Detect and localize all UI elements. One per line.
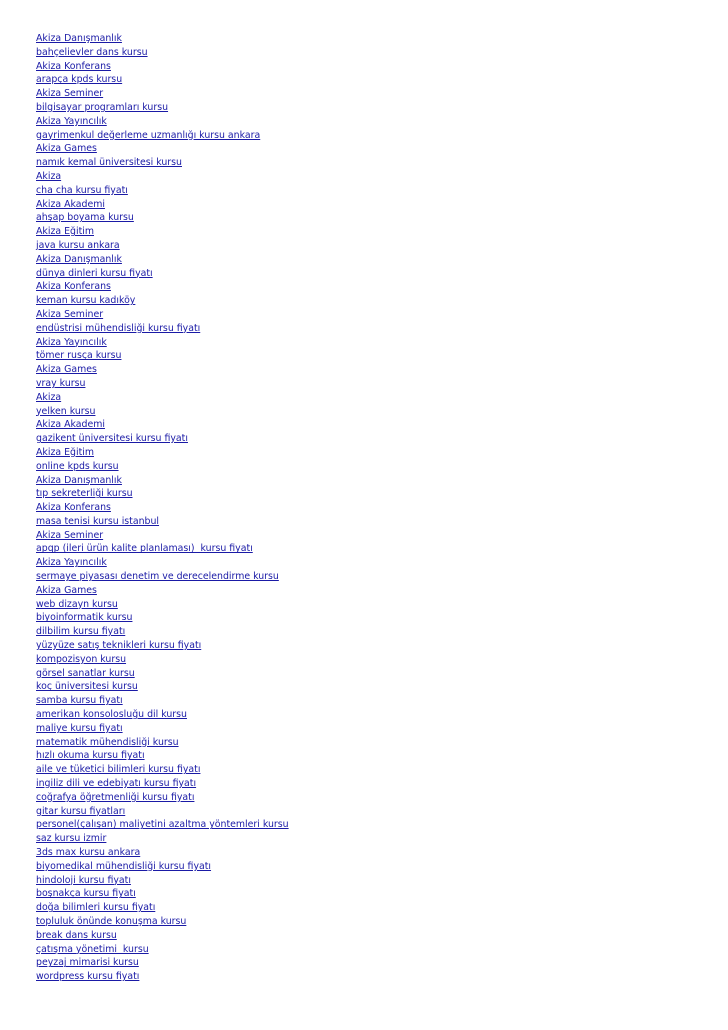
list-item [36,639,716,653]
text-link[interactable]: endüstrisi mühendisliği kursu fiyatı [36,322,201,334]
list-item [36,956,716,970]
list-item [36,418,716,432]
list-item [36,943,716,957]
list-item [36,860,716,874]
list-item [36,198,716,212]
list-item [36,391,716,405]
list-item [36,211,716,225]
text-link[interactable]: dünya dinleri kursu fiyatı [36,267,153,279]
page-content [36,32,716,984]
list-item [36,846,716,860]
link-list [36,32,716,984]
list-item [36,515,716,529]
text-link[interactable]: maliye kursu fiyatı [36,722,123,734]
list-item [36,308,716,322]
text-link[interactable]: cha cha kursu fiyatı [36,184,128,196]
text-link[interactable]: doğa bilimleri kursu fiyatı [36,902,156,914]
list-item [36,294,716,308]
text-link[interactable]: arapça kpds kursu [36,74,123,86]
text-link[interactable]: apqp (ileri ürün kalite planlaması) kursu fiyatı [36,543,253,555]
text-link[interactable]: Akiza Games [36,143,97,155]
text-link[interactable]: Akiza [36,391,62,403]
list-item [36,777,716,791]
text-link[interactable]: Akiza Danışmanlık [36,253,122,265]
list-item [36,667,716,681]
list-item [36,915,716,929]
text-link[interactable]: vray kursu [36,377,86,389]
list-item [36,805,716,819]
text-link[interactable]: peyzaj mimarisi kursu [36,957,139,969]
list-item [36,129,716,143]
list-item [36,970,716,984]
text-link[interactable]: yüzyüze satış teknikleri kursu fiyatı [36,640,202,652]
text-link[interactable]: matematik mühendisliği kursu [36,736,179,748]
list-item [36,377,716,391]
text-link[interactable]: sermaye piyasası denetim ve derecelendirme kursu [36,571,279,583]
list-item [36,832,716,846]
text-link[interactable]: çatışma yönetimi kursu [36,943,149,955]
text-link[interactable]: dilbilim kursu fiyatı [36,626,126,638]
text-link[interactable]: gayrimenkul değerleme uzmanlığı kursu ankara [36,129,261,141]
text-link[interactable]: ahşap boyama kursu [36,212,134,224]
text-link[interactable]: hindoloji kursu fiyatı [36,874,131,886]
list-item [36,170,716,184]
text-link[interactable]: Akiza Games [36,584,97,596]
list-item [36,887,716,901]
text-link[interactable]: aile ve tüketici bilimleri kursu fiyatı [36,764,201,776]
text-link[interactable]: personel(çalışan) maliyetini azaltma yöntemleri kursu [36,819,289,831]
text-link[interactable]: Akiza Yayıncılık [36,336,107,348]
text-link[interactable]: boşnakça kursu fiyatı [36,888,136,900]
text-link[interactable]: Akiza Seminer [36,308,104,320]
list-item [36,73,716,87]
text-link[interactable]: Akiza Yayıncılık [36,557,107,569]
list-item [36,156,716,170]
list-item [36,336,716,350]
text-link[interactable]: bahçelievler dans kursu [36,46,148,58]
list-item [36,474,716,488]
list-item [36,184,716,198]
text-link[interactable]: topluluk önünde konuşma kursu [36,916,187,927]
text-link[interactable]: coğrafya öğretmenliği kursu fiyatı [36,791,195,803]
text-link[interactable]: koç üniversitesi kursu [36,681,138,693]
text-link[interactable]: namık kemal üniversitesi kursu [36,157,182,169]
list-item [36,363,716,377]
text-link[interactable]: yelken kursu [36,405,96,417]
text-link[interactable]: wordpress kursu fiyatı [36,971,140,983]
text-link[interactable]: biyomedikal mühendisliği kursu fiyatı [36,860,212,872]
list-item [36,60,716,74]
list-item [36,901,716,915]
list-item [36,432,716,446]
text-link[interactable]: 3ds max kursu ankara [36,847,141,859]
text-link[interactable]: samba kursu fiyatı [36,695,123,707]
list-item [36,929,716,943]
text-link[interactable]: Akiza Yayıncılık [36,115,107,127]
text-link[interactable]: amerikan konsolosluğu dil kursu [36,709,187,721]
list-item [36,529,716,543]
text-link[interactable]: masa tenisi kursu istanbul [36,515,160,527]
list-item [36,791,716,805]
list-item [36,460,716,474]
list-item [36,680,716,694]
list-item [36,818,716,832]
text-link[interactable]: gitar kursu fiyatları [36,805,126,817]
list-item [36,142,716,156]
text-link[interactable]: Akiza Danışmanlık [36,474,122,486]
text-link[interactable]: Akiza Konferans [36,281,111,293]
text-link[interactable]: ingiliz dili ve edebiyatı kursu fiyatı [36,778,197,790]
text-link[interactable]: Akiza Games [36,364,97,376]
list-item [36,405,716,419]
text-link[interactable]: kompozisyon kursu [36,653,127,665]
text-link[interactable]: Akiza [36,170,62,182]
text-link[interactable]: break dans kursu [36,929,117,941]
text-link[interactable]: Akiza Akademi [36,419,105,431]
list-item [36,736,716,750]
list-item [36,694,716,708]
list-item [36,487,716,501]
text-link[interactable]: Akiza Eğitim [36,446,94,458]
list-item [36,280,716,294]
text-link[interactable]: görsel sanatlar kursu [36,667,135,679]
list-item [36,763,716,777]
list-item [36,584,716,598]
list-item [36,570,716,584]
list-item [36,542,716,556]
text-link[interactable]: biyoinformatik kursu [36,612,133,624]
list-item [36,598,716,612]
text-link[interactable]: hızlı okuma kursu fiyatı [36,750,145,762]
text-link[interactable]: bilgisayar programları kursu [36,101,169,113]
text-link[interactable]: Akiza Konferans [36,502,111,514]
list-item [36,349,716,363]
list-item [36,115,716,129]
text-link[interactable]: saz kursu izmir [36,833,107,845]
text-link[interactable]: Akiza Seminer [36,529,104,541]
text-link[interactable]: tıp sekreterliği kursu [36,488,133,500]
text-link[interactable]: tömer rusça kursu [36,350,122,362]
list-item [36,446,716,460]
text-link[interactable]: java kursu ankara [36,239,120,251]
text-link[interactable]: Akiza Eğitim [36,226,94,238]
list-item [36,653,716,667]
list-item [36,239,716,253]
list-item [36,225,716,239]
list-item [36,267,716,281]
list-item [36,253,716,267]
text-link[interactable]: Akiza Danışmanlık [36,33,122,44]
list-item [36,32,716,46]
list-item [36,874,716,888]
list-item [36,101,716,115]
list-item [36,46,716,60]
text-link[interactable]: online kpds kursu [36,460,119,472]
list-item [36,87,716,101]
text-link[interactable]: Akiza Akademi [36,198,105,210]
list-item [36,501,716,515]
text-link[interactable]: Akiza Seminer [36,88,104,100]
text-link[interactable]: keman kursu kadıköy [36,295,136,307]
list-item [36,749,716,763]
list-item [36,708,716,722]
list-item [36,625,716,639]
list-item [36,722,716,736]
list-item [36,611,716,625]
text-link[interactable]: web dizayn kursu [36,598,118,610]
text-link[interactable]: Akiza Konferans [36,60,111,72]
text-link[interactable]: gazikent üniversitesi kursu fiyatı [36,433,188,445]
list-item [36,556,716,570]
list-item [36,322,716,336]
